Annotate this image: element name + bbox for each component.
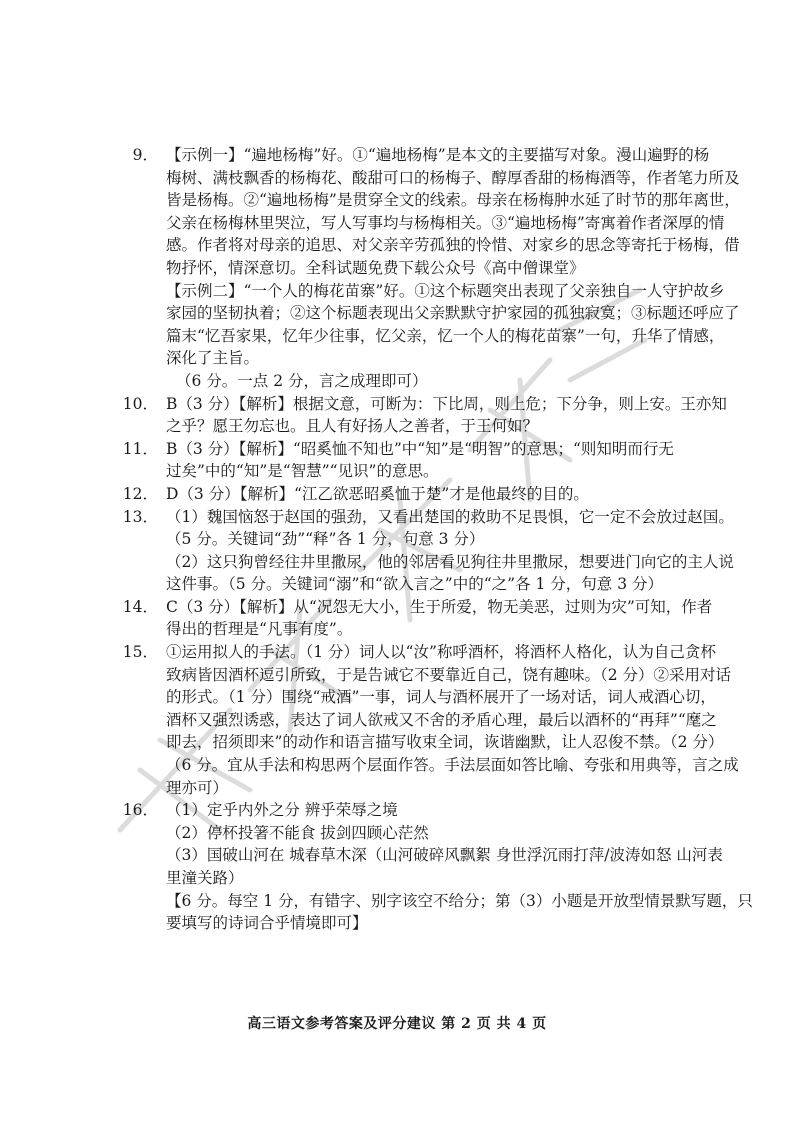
answer-line: （3）国破山河在 城春草木深（山河破碎风飘絮 身世浮沉雨打萍/波涛如怒 山河表 [166, 846, 723, 865]
scoring-note: 【6 分。每空 1 分，有错字、别字该空不给分；第（3）小题是开放型情景默写题，只 [166, 891, 753, 910]
question-number: 12． [122, 484, 158, 503]
answer-line: （2）这只狗曾经往井里撒尿，他的邻居看见狗往井里撒尿，想要进门向它的主人说 [166, 552, 734, 571]
answer-item [118, 144, 740, 393]
question-number: 15． [122, 643, 158, 662]
answer-line: （1）魏国恼怒于赵国的强劲，又看出楚国的救助不足畏惧，它一定不会放过赵国。 [166, 507, 734, 526]
answer-line: 酒杯又强烈诱惑，表达了词人欲戒又不舍的矛盾心理，最后以酒杯的“再拜”“麾之 [166, 710, 717, 729]
answer-line: 父亲在杨梅林里哭泣，写人写事均与杨梅相关。③“遍地杨梅”寄寓着作者深厚的情 [166, 213, 725, 232]
answer-line: 篇末“忆吾家果，忆年少往事，忆父亲，忆一个人的梅花苗寨”一句，升华了情感， [166, 326, 725, 345]
scoring-note: （5 分。关键词“劲”“释”各 1 分，句意 3 分） [166, 530, 485, 549]
answer-line: B（3 分）【解析】“昭奚恤不知也”中“知”是“明智”的意思；“则知明而行无 [166, 439, 674, 458]
scoring-note: （6 分。宜从手法和构思两个层面作答。手法层面如答比喻、夸张和用典等，言之成 [166, 756, 739, 775]
answer-line: B（3 分）【解析】根据文意，可断为：下比周，则上危；下分争，则上安。王亦知 [166, 394, 727, 413]
answer-item [118, 393, 727, 438]
answer-item [118, 438, 678, 483]
answer-line: ①运用拟人的手法。（1 分）词人以“汝”称呼酒杯，将酒杯人格化，认为自己贪杯 [166, 643, 716, 662]
answer-line: 家园的坚韧执着；②这个标题表现出父亲默默守护家园的孤独寂寞；③标题还呼应了 [166, 304, 740, 323]
answer-line: D（3 分）【解析】“江乙欲恶昭奚恤于楚”才是他最终的目的。 [166, 484, 589, 503]
answer-line: 之乎？愿王勿忘也。且人有好扬人之善者，于王何如？ [166, 417, 539, 436]
scoring-note: 要填写的诗词合乎情境即可】 [166, 914, 368, 933]
answer-line: 里潼关路） [166, 869, 244, 887]
scoring-note: 理亦可） [166, 778, 229, 797]
answer-line: 梅树、满枝飘香的杨梅花、酸甜可口的杨梅子、醇厚香甜的杨梅酒等，作者笔力所及 [166, 168, 740, 187]
answer-line: 皆是杨梅。②“遍地杨梅”是贯穿全文的线索。母亲在杨梅肿水延了时节的那年离世， [166, 191, 740, 210]
answer-line: 【示例一】“遍地杨梅”好。①“遍地杨梅”是本文的主要描写对象。漫山遍野的杨 [166, 146, 710, 164]
question-number: 14． [122, 597, 158, 616]
answer-item [118, 641, 739, 799]
answer-line: 的形式。（1 分）围绕“戒酒”一事，词人与酒杯展开了一场对话，词人戒酒心切， [166, 688, 716, 707]
question-number: 10． [122, 394, 158, 413]
answer-line: 感。作者将对母亲的追思、对父亲辛劳孤独的怜惜、对家乡的思念等寄托于杨梅，借 [166, 236, 740, 255]
answer-line: 过矣”中的“知”是“智慧”“见识”的意思。 [166, 462, 439, 481]
answer-line: 深化了主旨。 [166, 349, 260, 368]
answer-item [118, 506, 734, 596]
question-number: 13． [122, 507, 158, 526]
answer-item [118, 596, 713, 641]
answer-item [118, 483, 678, 506]
question-number: 16． [122, 801, 158, 820]
answer-line: 物抒怀，情深意切。全科试题免费下载公众号《高中僧课堂》 [166, 258, 585, 277]
answer-line: 这件事。（5 分。关键词“溺”和“欲入言之”中的“之”各 1 分，句意 3 分） [166, 575, 664, 594]
answers [118, 144, 753, 935]
question-number: 9． [132, 146, 158, 164]
answer-line: （2）停杯投箸不能食 拔剑四顾心茫然 [166, 823, 429, 842]
answer-line: C（3 分）【解析】从“况怨无大小，生于所爱，物无美恶，过则为灾”可知，作者 [166, 597, 713, 616]
answer-line: 【示例二】“一个人的梅花苗寨”好。①这个标题突出表现了父亲独自一人守护故乡 [166, 281, 725, 300]
answer-line: 得出的哲理是“凡事有度”。 [166, 620, 353, 639]
answer-line: （1）定乎内外之分 辨乎荣辱之境 [166, 801, 398, 820]
scoring-note: （6 分。一点 2 分，言之成理即可） [176, 371, 428, 390]
question-number: 11． [122, 439, 158, 458]
answer-line: 即去，招须即来”的动作和语言描写收束全词，诙谐幽默，让人忍俊不禁。（2 分） [166, 733, 724, 752]
page-footer: 高三语文参考答案及评分建议 第 2 页 共 4 页 [247, 1016, 547, 1032]
answer-item [118, 799, 753, 935]
answer-line: 致病皆因酒杯逗引所致，于是告诫它不要靠近自己，饶有趣味。（2 分）②采用对话 [166, 665, 732, 684]
